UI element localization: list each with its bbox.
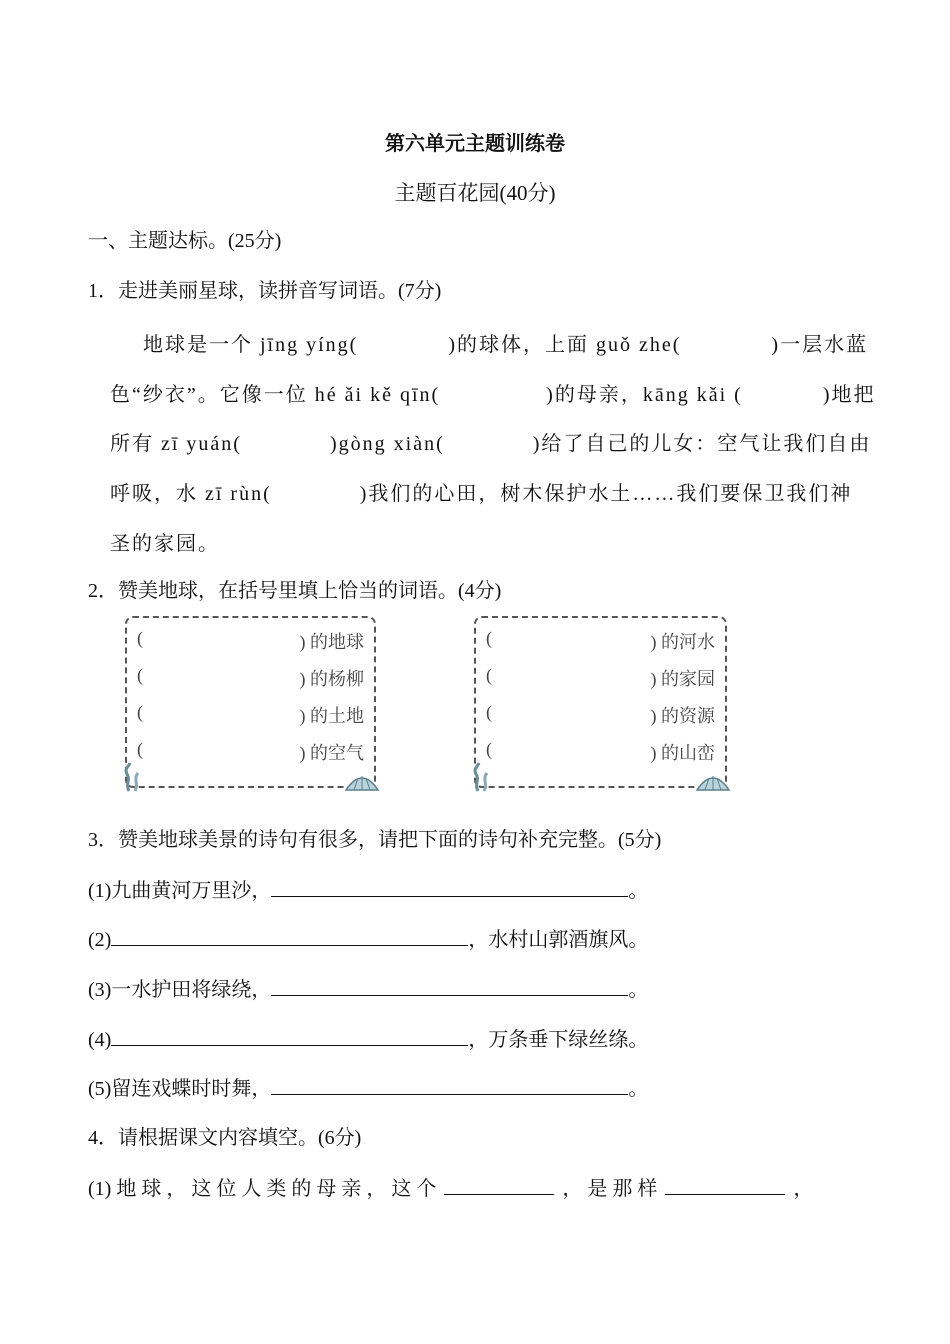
q2-heading: 2．赞美地球，在括号里填上恰当的词语。(4分) (88, 580, 502, 602)
q4-heading: 4．请根据课文内容填空。(6分) (88, 1127, 362, 1149)
q1-line-3 (110, 427, 871, 456)
q1-line-4 (110, 477, 852, 506)
q1-line-5: 圣的家园。 (110, 533, 220, 555)
q3-item-2: (2) ，水村山郭酒旗风。 (88, 925, 648, 954)
q3-item-1: (1)九曲黄河万里沙， 。 (88, 876, 648, 905)
q1-text: )的母亲，kāng kǎi ( (546, 384, 743, 406)
fill-phrase: ) 的空气 (299, 743, 364, 763)
answer-blank[interactable] (271, 1074, 628, 1095)
seaweed-icon (121, 762, 149, 792)
word-box-left (125, 616, 376, 788)
fill-phrase: ) 的地球 (299, 632, 364, 652)
q1-text: 地球是一个 jīng yíng( (143, 334, 359, 356)
fill-phrase: ) 的山峦 (650, 743, 715, 763)
word-box-row: ( ) 的空气 (137, 739, 364, 763)
q3-item-5: (5)留连戏蝶时时舞， 。 (88, 1074, 648, 1103)
fill-phrase: ) 的家园 (650, 669, 715, 689)
fill-phrase: ) 的河水 (650, 632, 715, 652)
shell-icon (695, 770, 731, 792)
q1-text: 呼吸，水 zī rùn( (110, 483, 272, 505)
shell-icon (344, 770, 380, 792)
q1-text: 色“纱衣”。它像一位 hé ǎi kě qīn( (110, 384, 441, 406)
word-box-row: ( ) 的山峦 (486, 739, 715, 763)
q1-text: )一层水蓝 (771, 334, 869, 356)
answer-blank[interactable] (444, 1174, 554, 1195)
answer-blank[interactable] (271, 876, 628, 897)
q1-text: )地把 (822, 384, 876, 406)
word-box-row: ( ) 的资源 (486, 702, 715, 726)
answer-blank[interactable] (111, 925, 468, 946)
q3-heading: 3．赞美地球美景的诗句有很多，请把下面的诗句补充完整。(5分) (88, 829, 662, 851)
q1-heading: 1．走进美丽星球，读拼音写词语。(7分) (88, 280, 442, 302)
seaweed-icon (470, 762, 498, 792)
q3-item-3: (3)一水护田将绿绕， 。 (88, 975, 648, 1004)
fill-phrase: ) 的资源 (650, 706, 715, 726)
q1-text: )的球体，上面 guǒ zhe( (448, 334, 682, 356)
q1-line-2 (110, 378, 875, 407)
q1-line-1 (143, 328, 868, 357)
q1-text: )给了自己的儿女：空气让我们自由 (532, 433, 872, 455)
word-box-row: ( ) 的杨柳 (137, 665, 364, 689)
page-subtitle: 主题百花园(40分) (394, 181, 556, 205)
q3-item-4: (4) ，万条垂下绿丝绦。 (88, 1025, 648, 1054)
q1-text: 所有 zī yuán( (110, 433, 242, 455)
word-box-row: ( ) 的河水 (486, 628, 715, 652)
page-title: 第六单元主题训练卷 (385, 133, 565, 155)
q1-text: )我们的心田，树木保护水土……我们要保卫我们神 (359, 483, 853, 505)
word-box-row: ( ) 的家园 (486, 665, 715, 689)
word-box-right (474, 616, 727, 788)
answer-blank[interactable] (665, 1174, 785, 1195)
answer-blank[interactable] (271, 975, 628, 996)
q1-text: )gòng xiàn( (329, 433, 445, 455)
q4-item-1: (1) 地 球 ， 这 位 人 类 的 母 亲 ， 这 个 ， 是 那 样 ， (88, 1174, 813, 1203)
section-heading: 一、主题达标。(25分) (88, 230, 282, 252)
word-box-row: ( ) 的土地 (137, 702, 364, 726)
fill-phrase: ) 的土地 (299, 706, 364, 726)
word-box-row: ( ) 的地球 (137, 628, 364, 652)
fill-phrase: ) 的杨柳 (299, 669, 364, 689)
answer-blank[interactable] (111, 1025, 468, 1046)
